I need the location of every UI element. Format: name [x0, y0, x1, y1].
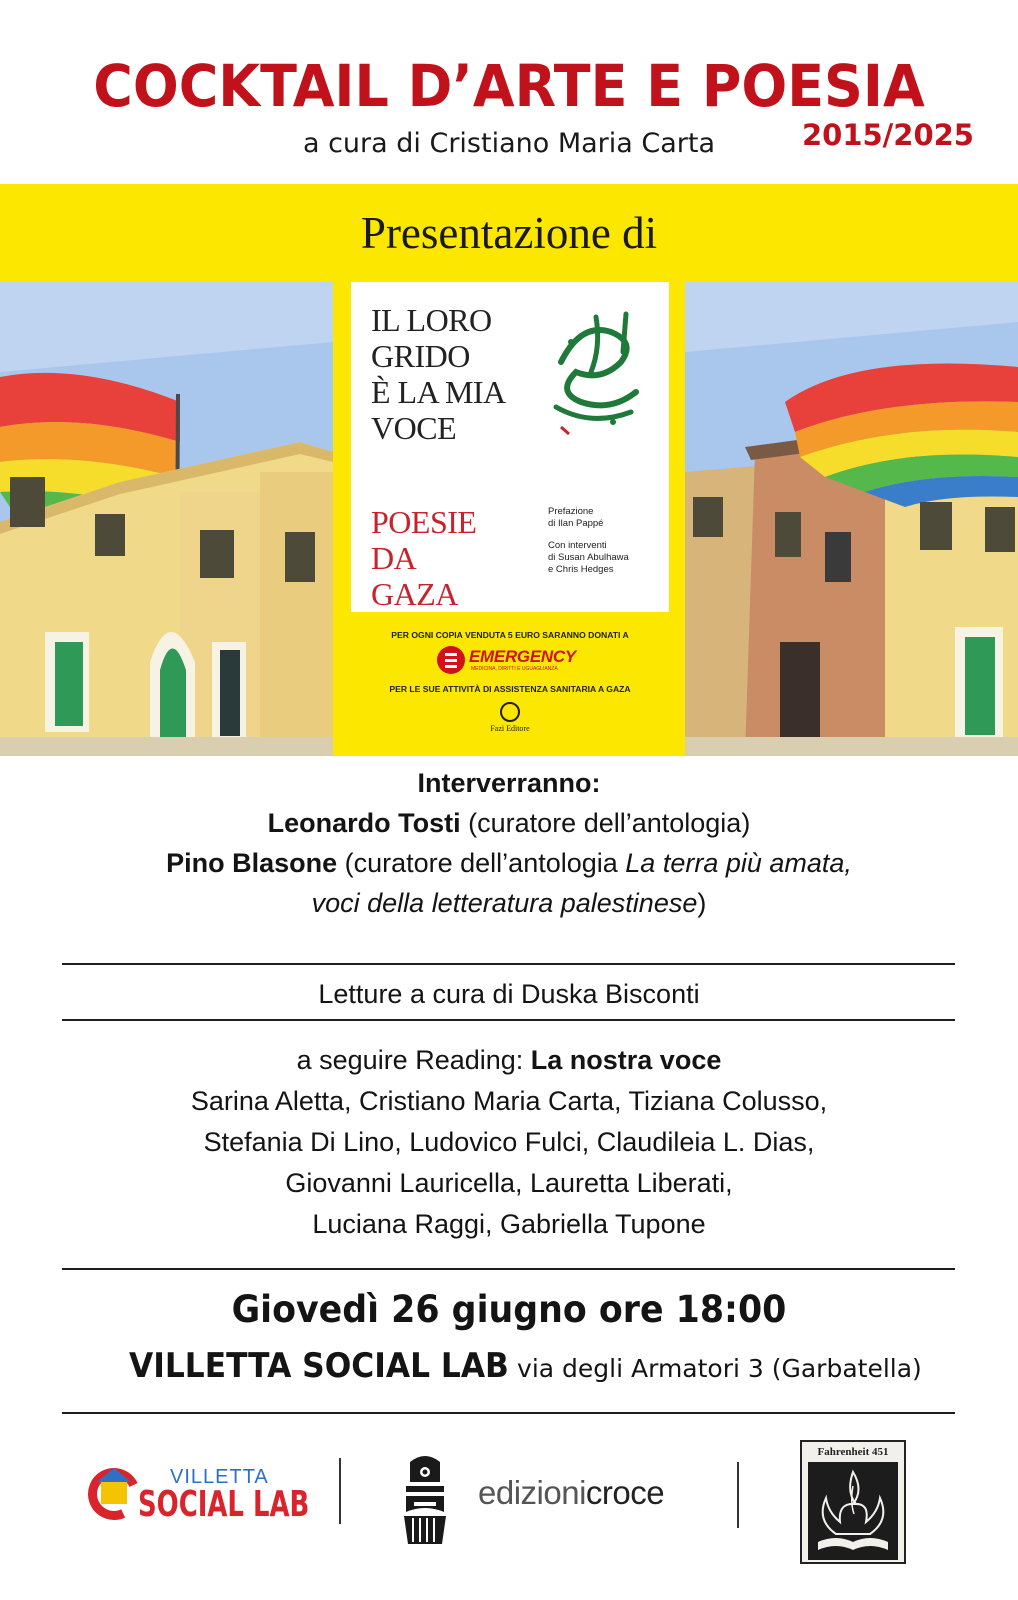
series-curator: a cura di Cristiano Maria Carta	[302, 128, 716, 159]
fazi-logo-icon	[500, 702, 520, 722]
book-title: IL LORO GRIDO È LA MIA VOCE	[371, 302, 506, 446]
divider	[62, 963, 955, 965]
speaker-1-name: Leonardo Tosti	[267, 808, 461, 838]
villetta-social-lab-logo	[88, 1462, 310, 1542]
book-contributions: Con interventi di Susan Abulhawa e Chris Hedges	[548, 540, 629, 575]
speaker-2-book-title-a: La terra più amata,	[625, 848, 852, 878]
reader-names-line: Luciana Raggi, Gabriella Tupone	[312, 1209, 706, 1239]
donation-note-2: PER LE SUE ATTIVITÀ DI ASSISTENZA SANITARIA A GAZA	[389, 684, 631, 694]
reader-names-line: Sarina Aletta, Cristiano Maria Carta, Tiziana Colusso,	[190, 1086, 828, 1116]
event-date-time: Giovedì 26 giugno ore 18:00	[231, 1288, 787, 1331]
burning-book-icon	[808, 1462, 898, 1560]
speaker-2-book-title-b: voci della letteratura palestinese	[311, 888, 698, 918]
house-icon	[101, 1482, 127, 1504]
divider	[62, 1412, 955, 1414]
speaker-2-continued	[0, 883, 1018, 923]
logo-separator	[737, 1462, 739, 1528]
book-subtitle: POESIE DA GAZA	[371, 504, 477, 612]
emergency-tagline: MEDICINA, DIRITTI E UGUAGLIANZA	[471, 666, 558, 672]
event-venue-line	[0, 1346, 1018, 1386]
speaker-2-role-close: )	[697, 888, 707, 918]
reading-intro	[0, 1040, 1018, 1080]
edizioni-croce-mark-icon	[400, 1452, 450, 1544]
book-cover	[351, 282, 669, 756]
presentation-label: Presentazione di	[360, 208, 658, 258]
villa-rainbow-flag-image-left	[0, 282, 333, 756]
fahrenheit-451-logo	[800, 1440, 906, 1564]
book-preface: Prefazione di Ilan Pappé	[548, 506, 604, 529]
villetta-logo-top: VILLETTA	[170, 1466, 269, 1488]
villa-rainbow-flag-image-right	[685, 282, 1018, 756]
villetta-logo-bottom: SOCIAL LAB	[138, 1484, 310, 1525]
edizioni-croce-wordmark-a: edizioni	[478, 1474, 586, 1511]
fahrenheit-logo-title: Fahrenheit 451	[817, 1446, 889, 1458]
reading-intro-label: a seguire Reading:	[296, 1045, 531, 1075]
readings-credit: Letture a cura di Duska Bisconti	[318, 979, 700, 1009]
event-address: via degli Armatori 3 (Garbatella)	[509, 1354, 922, 1383]
speakers-heading: Interverranno:	[417, 768, 601, 798]
speaker-1-role: (curatore dell’antologia)	[460, 808, 751, 838]
reader-names-line: Stefania Di Lino, Ludovico Fulci, Claudileia L. Dias,	[203, 1127, 815, 1157]
speaker-2-name: Pino Blasone	[166, 848, 338, 878]
series-years: 2015/2025	[801, 118, 974, 152]
divider	[62, 1268, 955, 1270]
emergency-logo	[437, 646, 587, 676]
event-series-title: COCKTAIL D’ARTE E POESIA	[93, 52, 925, 120]
reader-names-line: Giovanni Lauricella, Lauretta Liberati,	[285, 1168, 733, 1198]
donation-note-1: PER OGNI COPIA VENDUTA 5 EURO SARANNO DONATI A	[391, 630, 629, 640]
speaker-2	[0, 843, 1018, 883]
publisher-name: Fazi Editore	[490, 724, 530, 733]
event-venue: VILLETTA SOCIAL LAB	[129, 1346, 510, 1386]
logo-separator	[339, 1458, 341, 1524]
reading-title: La nostra voce	[530, 1045, 722, 1075]
emergency-name: EMERGENCY	[469, 647, 576, 666]
edizioni-croce-wordmark-b: croce	[585, 1474, 665, 1511]
divider	[62, 1019, 955, 1021]
speaker-1	[0, 803, 1018, 843]
edizioni-croce-wordmark	[478, 1474, 664, 1512]
emergency-mark-icon	[437, 646, 465, 674]
arabic-calligraphy-icon	[541, 302, 651, 442]
speaker-2-role: (curatore dell’antologia	[337, 848, 626, 878]
